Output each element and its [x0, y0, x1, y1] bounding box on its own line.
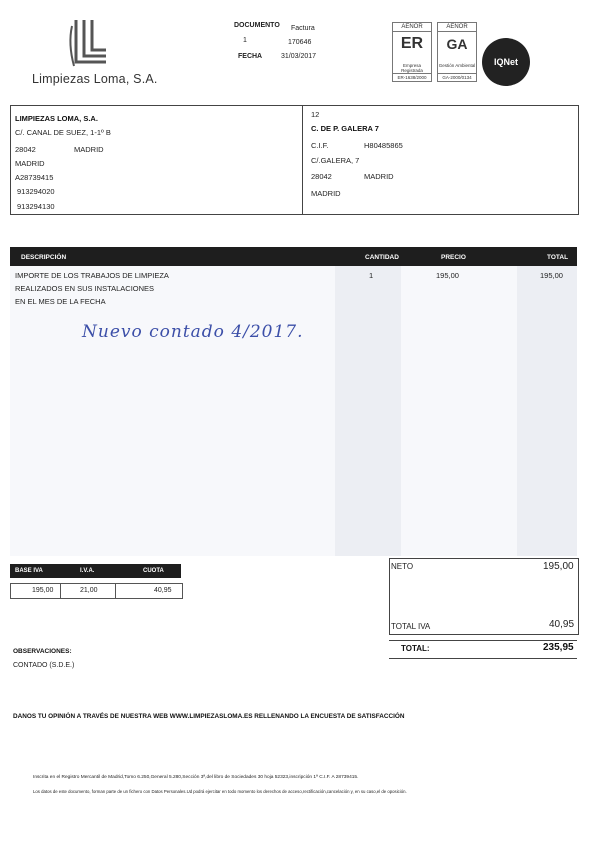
sender-street: C/. CANAL DE SUEZ, 1-1º B [15, 128, 111, 137]
registry-text: Inscrita en el Registro Mercantil de Madrid,Tomo 6.250,General 5.280,Sección 3ª,del libro de Sociedades 30 hoja 52323,inscripción 1ª C.I.F. A 28739415. [33, 775, 359, 780]
address-divider [302, 105, 303, 214]
document-label: DOCUMENTO [234, 22, 280, 29]
lines-header-bar [10, 247, 577, 266]
client-city: MADRID [364, 172, 394, 181]
client-cif: H80485865 [364, 141, 403, 150]
line-price: 195,00 [436, 271, 459, 280]
client-street: C/.GALERA, 7 [311, 156, 360, 165]
cert-caption: Gestión Ambiental [438, 63, 476, 68]
neto-value: 195,00 [543, 561, 574, 572]
iva-value: 40,95 [549, 619, 575, 630]
cert-code: ER-1638/2000 [393, 73, 431, 81]
privacy-text: Los datos de este documento, forman parte de un fichero con Datos Personales.Ud podrá ejercitar en todo momento los derechos de acceso,rectificación,cancelación y, en su caso,el de oposición. [33, 789, 407, 794]
document-type: Factura [291, 25, 315, 32]
total-header: TOTAL [547, 254, 569, 261]
vat-quota-header: CUOTA [143, 568, 164, 574]
document-date: 31/03/2017 [281, 53, 317, 60]
document-number-label: 1 [243, 37, 247, 44]
sender-province: MADRID [15, 159, 45, 168]
company-name: Limpiezas Loma, S.A. [32, 72, 158, 86]
line-description: REALIZADOS EN SUS INSTALACIONES [15, 284, 155, 293]
aenor-ga-certificate [437, 22, 477, 82]
vat-base: 195,00 [32, 587, 54, 594]
client-code: 12 [311, 110, 320, 119]
vat-rate: 21,00 [80, 587, 98, 594]
client-name: C. DE P. GALERA 7 [311, 124, 379, 133]
vat-base-header: BASE IVA [15, 568, 43, 574]
description-header: DESCRIPCIÓN [21, 254, 67, 261]
cert-issuer: AENOR [438, 23, 476, 32]
cert-mark: GA [446, 36, 468, 52]
sender-phone: 913294020 [17, 187, 55, 196]
observations-text: CONTADO (S.D.E.) [13, 662, 75, 669]
line-quantity: 1 [369, 271, 374, 280]
cert-mark: ER [400, 35, 424, 52]
grand-total-label: TOTAL: [401, 644, 430, 653]
line-total: 195,00 [540, 271, 563, 280]
document-number: 170646 [288, 39, 312, 46]
company-logo-icon [66, 18, 112, 70]
sender-cif: A28739415 [15, 173, 54, 182]
price-header: PRECIO [441, 254, 466, 261]
aenor-er-certificate [392, 22, 432, 82]
iqnet-seal-icon: IQNet [482, 38, 530, 86]
line-description: IMPORTE DE LOS TRABAJOS DE LIMPIEZA [15, 271, 169, 280]
grand-total-value: 235,95 [543, 642, 574, 653]
neto-label: NETO [391, 562, 414, 571]
observations-label: OBSERVACIONES: [13, 648, 72, 655]
cert-code: GA-2000/0134 [438, 73, 476, 81]
handwritten-note: Nuevo contado 4/2017. [82, 322, 304, 342]
client-cif-label: C.I.F. [311, 141, 329, 150]
quantity-column [335, 266, 401, 556]
cert-issuer: AENOR [393, 23, 431, 32]
total-column [517, 266, 577, 556]
sender-postal: 28042 [15, 145, 36, 154]
sender-city: MADRID [74, 145, 104, 154]
lines-area [10, 266, 577, 556]
client-postal: 28042 [311, 172, 332, 181]
quantity-header: CANTIDAD [365, 254, 399, 261]
vat-rate-header: I.V.A. [80, 568, 95, 574]
survey-text: DANOS TU OPINIÓN A TRAVÉS DE NUESTRA WEB WWW.LIMPIEZASLOMA.ES RELLENANDO LA ENCUESTA DE SATISFACCIÓN [13, 713, 405, 720]
line-description: EN EL MES DE LA FECHA [15, 297, 106, 306]
vat-quota: 40,95 [154, 587, 172, 594]
vat-separator [115, 583, 116, 599]
sender-name: LIMPIEZAS LOMA, S.A. [15, 114, 98, 123]
vat-separator [60, 583, 61, 599]
cert-caption: Empresa Registrada [401, 63, 423, 73]
iva-label: TOTAL IVA [391, 622, 431, 631]
sender-phone: 913294130 [17, 202, 55, 211]
date-label: FECHA [238, 53, 263, 60]
client-province: MADRID [311, 189, 341, 198]
